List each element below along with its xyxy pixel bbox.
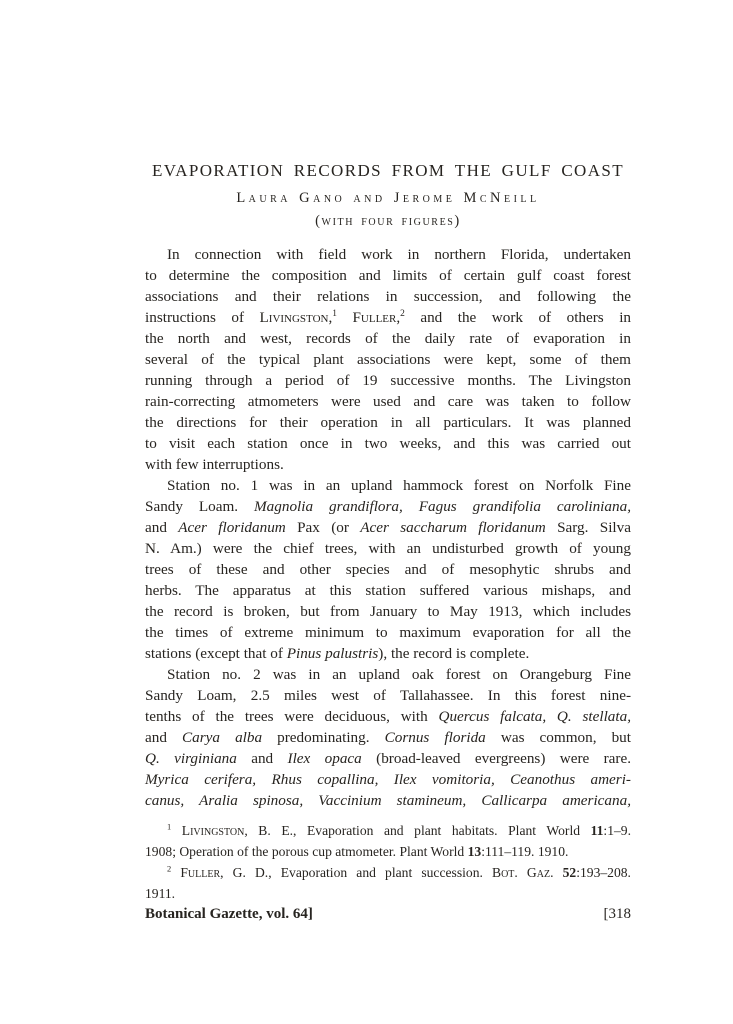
text-line [145,433,631,454]
text-line [145,769,631,790]
text-segment: Acer saccharum floridanum [360,519,546,536]
text-segment: Station no. 1 was in an upland hammock forest on Norfolk Fine [167,477,631,494]
text-line [145,265,631,286]
text-line [145,370,631,391]
text-line [145,748,631,769]
article-title: EVAPORATION RECORDS FROM THE GULF COAST [151,161,625,180]
text-line [145,841,631,862]
text-segment: the times of extreme minimum to maximum evaporation for all the [145,624,631,641]
text-segment: Station no. 2 was in an upland oak forest on Orangeburg Fine [167,666,631,683]
text-segment: predominating. [262,729,385,746]
text-segment: Ilex opaca [287,750,362,767]
text-line [145,412,631,433]
text-segment: and [145,519,179,536]
text-segment: Fuller [180,865,221,880]
text-segment: and the work of others in [404,309,632,326]
text-segment: 52 [562,865,577,880]
text-segment: In connection with field work in northern Florida, undertaken [167,246,631,263]
text-line [145,496,631,517]
text-segment: Carya alba [182,729,263,746]
text-segment: Fuller [352,309,397,326]
text-segment: and [145,729,183,746]
text-segment: the directions for their operation in all particulars. It was planned [145,414,631,431]
footnotes-section [145,820,631,904]
text-line [145,454,631,475]
text-segment [337,309,352,326]
text-segment: to visit each station once in two weeks, and this was carried out [145,435,631,452]
text-line [145,820,631,841]
text-line [145,685,631,706]
text-segment: Cornus florida [384,729,486,746]
text-line [145,286,631,307]
paragraph [145,862,631,904]
text-segment: trees of these and other species and of mesophytic shrubs and [145,561,631,578]
text-segment: the north and west, records of the daily rate of evaporation in [145,330,631,347]
article-authors: Laura Gano and Jerome McNeill [236,190,540,206]
text-segment: the record is broken, but from January to May 1913, which includes [145,603,631,620]
text-line [145,580,631,601]
text-segment: Quercus falcata, Q. stellata, [438,708,631,725]
text-segment: Pax (or [285,519,361,536]
text-line [145,538,631,559]
page-footer [145,905,631,923]
text-line [145,244,631,265]
text-segment: with few interruptions. [145,456,284,473]
text-segment: running through a period of 19 successive months. The Livingston [145,372,631,389]
text-segment [171,865,180,880]
text-segment: to determine the composition and limits of certain gulf coast forest [145,267,631,284]
text-line [145,622,631,643]
text-line [145,862,631,883]
text-segment: associations and their relations in succession, and following the [145,288,631,305]
text-line [145,349,631,370]
text-line [145,883,631,904]
text-segment: :193–208. [576,865,631,880]
text-segment: 1911. [145,886,176,901]
text-line [145,790,631,811]
paragraph [145,664,631,811]
text-segment: several of the typical plant associations were kept, some of them [145,351,631,368]
paragraph [145,820,631,862]
text-segment [171,823,182,838]
text-segment: Acer floridanum [178,519,286,536]
text-segment: 13 [467,844,482,859]
text-line [145,727,631,748]
text-segment: Myrica cerifera, Rhus copallina, Ilex vomitoria, Ceanothus ameri- [145,771,631,788]
text-segment: N. Am.) were the chief trees, with an undisturbed growth of young [145,540,631,557]
text-line [145,664,631,685]
text-line [145,601,631,622]
text-segment: , B. E., Evaporation and plant habitats. Plant World [244,823,591,838]
text-segment: Bot. Gaz. [492,865,554,880]
footnote-ref: 2 [167,863,172,874]
text-segment: :111–119. 1910. [481,844,569,859]
text-segment: , [396,309,401,326]
text-line [145,391,631,412]
text-line [145,559,631,580]
page-number: [318 [603,906,631,922]
text-segment: , G. D., Evaporation and plant succession. [220,865,493,880]
text-segment: and [236,750,288,767]
text-segment: herbs. The apparatus at this station suffered various mishaps, and [145,582,631,599]
text-line [145,328,631,349]
text-segment: Pinus palustris [286,645,379,662]
text-segment: Magnolia grandiflora, Fagus grandifolia caroliniana, [254,498,631,515]
text-segment: , [328,309,333,326]
text-segment: stations (except that of [145,645,287,662]
text-segment [553,865,562,880]
text-segment: Livingston [259,309,329,326]
paragraph [145,475,631,664]
text-segment: :1–9. [603,823,631,838]
article-body [145,244,631,811]
text-line [145,307,631,328]
text-segment: Sandy Loam. [145,498,255,515]
text-segment: ), the record is complete. [378,645,530,662]
footnote-ref: 2 [400,308,405,319]
text-segment: was common, but [485,729,631,746]
footnote-ref: 1 [332,308,337,319]
text-segment: 11 [590,823,604,838]
text-segment: instructions of [145,309,260,326]
text-line [145,517,631,538]
text-segment: canus, Aralia spinosa, Vaccinium stamineum, Callicarpa americana, [145,792,631,809]
text-line [145,643,631,664]
journal-citation: Botanical Gazette, vol. 64] [145,906,313,922]
text-segment: Livingston [181,823,245,838]
text-line [145,706,631,727]
page-content [145,0,631,923]
footnote-ref: 1 [167,821,172,832]
text-segment: rain-correcting atmometers were used and care was taken to follow [145,393,631,410]
text-segment: Q. virginiana [145,750,237,767]
figures-note: (with four figures) [315,213,461,229]
text-segment: Sarg. Silva [545,519,631,536]
text-segment: Sandy Loam, 2.5 miles west of Tallahassee. In this forest nine- [145,687,631,704]
text-segment: tenths of the trees were deciduous, with [145,708,439,725]
text-line [145,475,631,496]
text-segment: (broad-leaved evergreens) were rare. [361,750,632,767]
paragraph [145,244,631,475]
text-segment: 1908; Operation of the porous cup atmometer. Plant World [145,844,468,859]
